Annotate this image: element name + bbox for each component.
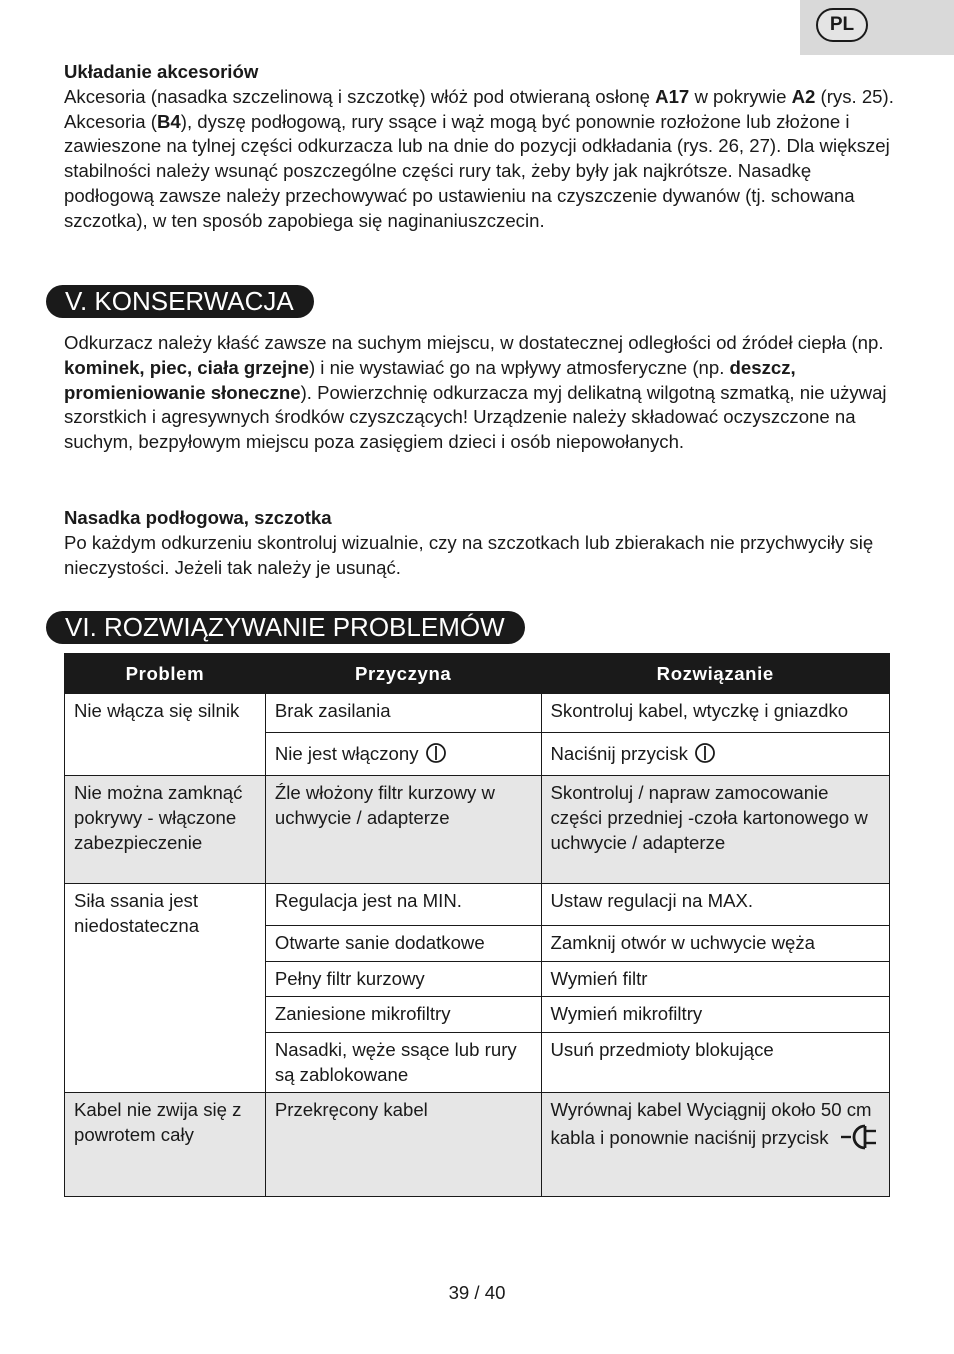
solution-cell: Zamknij otwór w uchwycie węża — [541, 926, 890, 962]
cause-cell: Źle włożony filtr kurzowy w uchwycie / adapterze — [265, 776, 541, 884]
text-run: Odkurzacz należy kłaść zawsze na suchym miejscu, w dostatecznej odległości od źródeł ciepła (np. — [64, 332, 884, 353]
solution-cell: Ustaw regulacji na MAX. — [541, 884, 890, 926]
column-header-cause: Przyczyna — [265, 654, 541, 694]
cause-cell: Zaniesione mikrofiltry — [265, 997, 541, 1033]
maintenance-section — [64, 331, 894, 455]
power-icon — [425, 742, 447, 770]
solution-cell: Wymień filtr — [541, 962, 890, 997]
plug-icon — [839, 1122, 879, 1158]
text-run: (rys. 25). Akcesoria ( — [64, 85, 894, 132]
language-tab — [800, 0, 954, 55]
section-title-troubleshooting: VI. ROZWIĄZYWANIE PROBLEMÓW — [46, 611, 525, 644]
accessories-heading: Układanie akcesoriów — [64, 61, 259, 82]
table-row — [65, 776, 890, 884]
accessories-section — [64, 60, 894, 234]
maintenance-paragraph — [64, 331, 894, 455]
part-ref: A17 — [655, 85, 690, 107]
solution-cell — [541, 1093, 890, 1197]
cause-cell: Otwarte sanie dodatkowe — [265, 926, 541, 962]
solution-cell: Skontroluj kabel, wtyczkę i gniazdko — [541, 694, 890, 733]
part-ref: B4 — [157, 110, 181, 132]
part-ref: A2 — [791, 85, 816, 107]
solution-cell: Usuń przedmioty blokujące — [541, 1033, 890, 1093]
cause-cell — [265, 733, 541, 776]
section-title-maintenance: V. KONSERWACJA — [46, 285, 314, 318]
table-row — [65, 694, 890, 733]
column-header-solution: Rozwiązanie — [541, 654, 890, 694]
problem-cell: Siła ssania jest niedostateczna — [65, 884, 266, 1093]
solution-cell: Skontroluj / napraw zamocowanie części przedniej -czoła kartonowego w uchwycie / adapterze — [541, 776, 890, 884]
solution-text: Naciśnij przycisk — [550, 743, 688, 764]
text-run: ) i nie wystawiać go na wpływy atmosferyczne (np. — [308, 356, 730, 378]
page-number: 39 / 40 — [448, 1282, 506, 1303]
cause-cell: Pełny filtr kurzowy — [265, 962, 541, 997]
problem-cell: Nie można zamknąć pokrywy - włączone zabezpieczenie — [65, 776, 266, 884]
cause-cell: Nasadki, węże ssące lub rury są zablokowane — [265, 1033, 541, 1093]
power-icon — [694, 742, 716, 770]
problem-cell: Nie włącza się silnik — [65, 694, 266, 776]
text-run: ), dyszę podłogową, rury ssące i wąż mogą być ponownie rozłożone lub złożone i zawieszone na tylnej części odkurzacza lub na dnie do pozycji odkładania (rys. 26, 27). Dla większej stabilności należy wsunąć poszczególne części rury tak, żeby były jak najkrótsze. Nasadkę podłogową zawsze należy przechowywać po ustawieniu na czyszczenie dywanów (tj. schowana szczotka), w ten sposób zapobiega się naginaniuszczecin. — [64, 110, 890, 231]
bold-run: deszcz, promieniowanie słoneczne — [64, 356, 796, 403]
language-badge: PL — [816, 8, 868, 42]
cause-cell: Brak zasilania — [265, 694, 541, 733]
accessories-paragraph — [64, 85, 894, 234]
cause-text: Nie jest włączony — [274, 743, 419, 764]
table-row — [65, 884, 890, 926]
text-run: ). Powierzchnię odkurzacza myj delikatną wilgotną szmatką, nie używaj szorstkich i agresywnych środków czyszczących! Urządzenie należy składować oczyszczone na suchym, bezpyłowym miejscu poza zasięgiem dzieci i osób niepowołanych. — [64, 381, 887, 453]
solution-text: Wyrównaj kabel Wyciągnij około 50 cm kabla i ponownie naciśnij przycisk — [550, 1099, 872, 1148]
table-row — [65, 1093, 890, 1197]
troubleshooting-table — [64, 653, 890, 1197]
bold-run: kominek, piec, ciała grzejne — [64, 356, 309, 378]
solution-cell — [541, 733, 890, 776]
cause-cell: Regulacja jest na MIN. — [265, 884, 541, 926]
nozzle-section — [64, 506, 894, 580]
solution-cell: Wymień mikrofiltry — [541, 997, 890, 1033]
column-header-problem: Problem — [65, 654, 266, 694]
text-run: Akcesoria (nasadka szczelinową i szczotkę) włóż pod otwieraną osłonę — [64, 85, 656, 107]
problem-cell: Kabel nie zwija się z powrotem cały — [65, 1093, 266, 1197]
nozzle-paragraph: Po każdym odkurzeniu skontroluj wizualnie, czy na szczotkach lub zbierakach nie przychwyciły się nieczystości. Jeżeli tak należy je usunąć. — [64, 531, 874, 578]
cause-cell: Przekręcony kabel — [265, 1093, 541, 1197]
nozzle-heading: Nasadka podłogowa, szczotka — [64, 507, 332, 528]
table-header-row — [65, 654, 890, 694]
text-run: w pokrywie — [689, 85, 792, 107]
